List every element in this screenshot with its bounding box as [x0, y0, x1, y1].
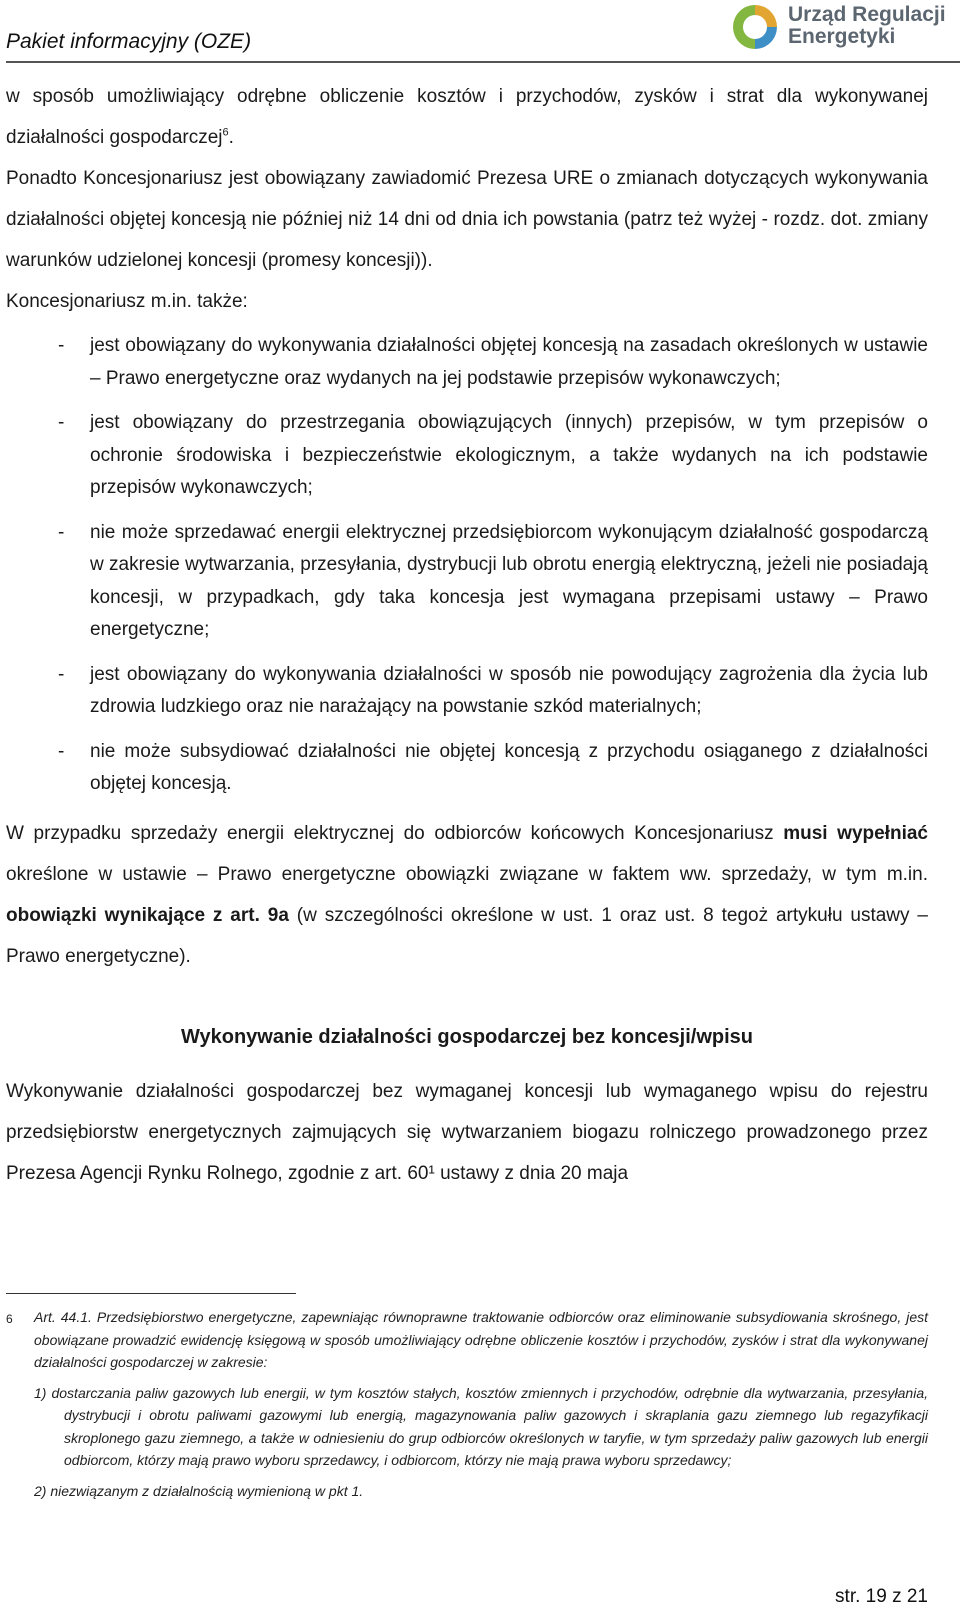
- list-item: [6, 659, 928, 724]
- footnote-reference[interactable]: 6: [222, 126, 229, 139]
- page-header: [0, 0, 960, 64]
- footnote-item-2: 2) niezwiązanym z działalnością wymienioną w pkt 1.: [34, 1482, 364, 1499]
- paragraph-4-bold-2: obowiązki wynikające z art. 9a: [6, 904, 289, 926]
- list-dash: -: [58, 412, 65, 433]
- paragraph-5: Wykonywanie działalności gospodarczej bez wymaganej koncesji lub wymaganego wpisu do rejestru przedsiębiorstw energetycznych zajmujących się wytwarzaniem biogazu rolniczego prowadzonego przez Prezesa Agencji Rynku Rolnego, zgodnie z art. 60¹ ustawy z dnia 20 maja: [6, 1080, 928, 1184]
- list-dash: -: [58, 740, 65, 762]
- paragraph-1: [6, 76, 928, 158]
- page-number: str. 19 z 21: [835, 1586, 928, 1607]
- logo-text: [788, 4, 946, 48]
- list-item: [6, 736, 928, 801]
- paragraph-4: [6, 813, 928, 977]
- footnote-item-1: 1) dostarczania paliw gazowych lub energii, w tym kosztów stałych, kosztów zmiennych i przychodów, odrębnie dla wytwarzania, przesyłania, dystrybucji i obrotu paliwami gazowymi lub energią, magazynowania paliw gazowych i skraplania gazu ziemnego lub regazyfikacji skroplonego gazu ziemnego, a także w odniesieniu do grup odbiorców określonych w taryfie, w tym sprzedaży paliw gazowych lub energii odbiorcom, którzy mają prawo wyboru sprzedawcy, i odbiorcom, którzy nie mają prawa wyboru sprzedawcy;: [34, 1384, 928, 1468]
- list-item-text: nie może sprzedawać energii elektrycznej przedsiębiorcom wykonującym działalność gospodarczą w zakresie wytwarzania, przesyłania, dystrybucji lub obrotu energią elektryczną, jeżeli nie posiadają koncesji, w przypadkach, gdy taka koncesja jest wymagana przepisami ustawy – Prawo energetyczne;: [90, 521, 928, 640]
- list-item-text: nie może subsydiować działalności nie objętej koncesją z przychodu osiąganego z działalności objętej koncesją.: [90, 740, 928, 794]
- list-item-text: jest obowiązany do przestrzegania obowiązujących (innych) przepisów, w tym przepisów o ochronie środowiska i bezpieczeństwie ekologicznym, a także wydanych na ich podstawie przepisów wykonawczych;: [90, 412, 928, 498]
- footnote-divider: [6, 1293, 296, 1294]
- paragraph-2: Ponadto Koncesjonariusz jest obowiązany zawiadomić Prezesa URE o zmianach dotyczących wykonywania działalności objętej koncesją nie później niż 14 dni od dnia ich powstania (patrz też wyżej - rozdz. dot. zmiany warunków udzielonej koncesji (promesy koncesji)).: [6, 168, 928, 271]
- document-body: [6, 76, 928, 1194]
- list-item: [6, 407, 928, 505]
- obligations-list: [6, 330, 928, 801]
- paragraph-4-text-3: (w szczególności określone w ust. 1 oraz ust. 8 tegoż artykułu ustawy – Prawo energetyczne).: [6, 904, 928, 967]
- list-dash: -: [58, 335, 65, 356]
- list-dash: -: [58, 521, 65, 543]
- logo-line-2: Energetyki: [788, 25, 896, 48]
- paragraph-4-text: W przypadku sprzedaży energii elektrycznej do odbiorców końcowych Koncesjonariusz: [6, 822, 784, 844]
- header-divider: [6, 61, 960, 63]
- footnote-body: [6, 1306, 928, 1502]
- list-item-text: jest obowiązany do wykonywania działalności w sposób nie powodujący zagrożenia dla życia lub zdrowia ludzkiego oraz nie narażający na powstanie szkód materialnych;: [90, 663, 928, 717]
- footnote: [6, 1306, 928, 1502]
- paragraph-1-text: w sposób umożliwiający odrębne obliczenie kosztów i przychodów, zysków i strat dla wykonywanej działalności gospodarczej: [6, 86, 928, 148]
- footnote-intro: Art. 44.1. Przedsiębiorstwo energetyczne, zapewniając równoprawne traktowanie odbiorców oraz eliminowanie subsydiowania skrośnego, jest obowiązane prowadzić ewidencję księgową w sposób umożliwiający odrębne obliczenie kosztów i przychodów, zysków i strat dla wykonywanej działalności gospodarczej w zakresie:: [34, 1309, 928, 1370]
- document-title: Pakiet informacyjny (OZE): [6, 30, 252, 53]
- list-dash: -: [58, 663, 65, 685]
- section-heading: Wykonywanie działalności gospodarczej bez koncesji/wpisu: [180, 1025, 753, 1048]
- footnote-number: 6: [6, 1312, 13, 1326]
- list-item: [6, 517, 928, 647]
- ure-logo-icon: [730, 2, 780, 52]
- paragraph-4-text-2: określone w ustawie – Prawo energetyczne obowiązki związane w faktem ww. sprzedaży, w tym m.in.: [6, 863, 928, 885]
- list-item: [6, 330, 928, 395]
- logo-line-1: Urząd Regulacji: [788, 3, 946, 26]
- paragraph-3: Koncesjonariusz m.in. także:: [6, 291, 248, 312]
- paragraph-4-bold-1: musi wypełniać: [783, 822, 928, 844]
- ure-logo: [730, 2, 958, 56]
- paragraph-1-end: .: [228, 127, 234, 148]
- list-item-text: jest obowiązany do wykonywania działalności objętej koncesją na zasadach określonych w ustawie – Prawo energetyczne oraz wydanych na jej podstawie przepisów wykonawczych;: [90, 335, 928, 389]
